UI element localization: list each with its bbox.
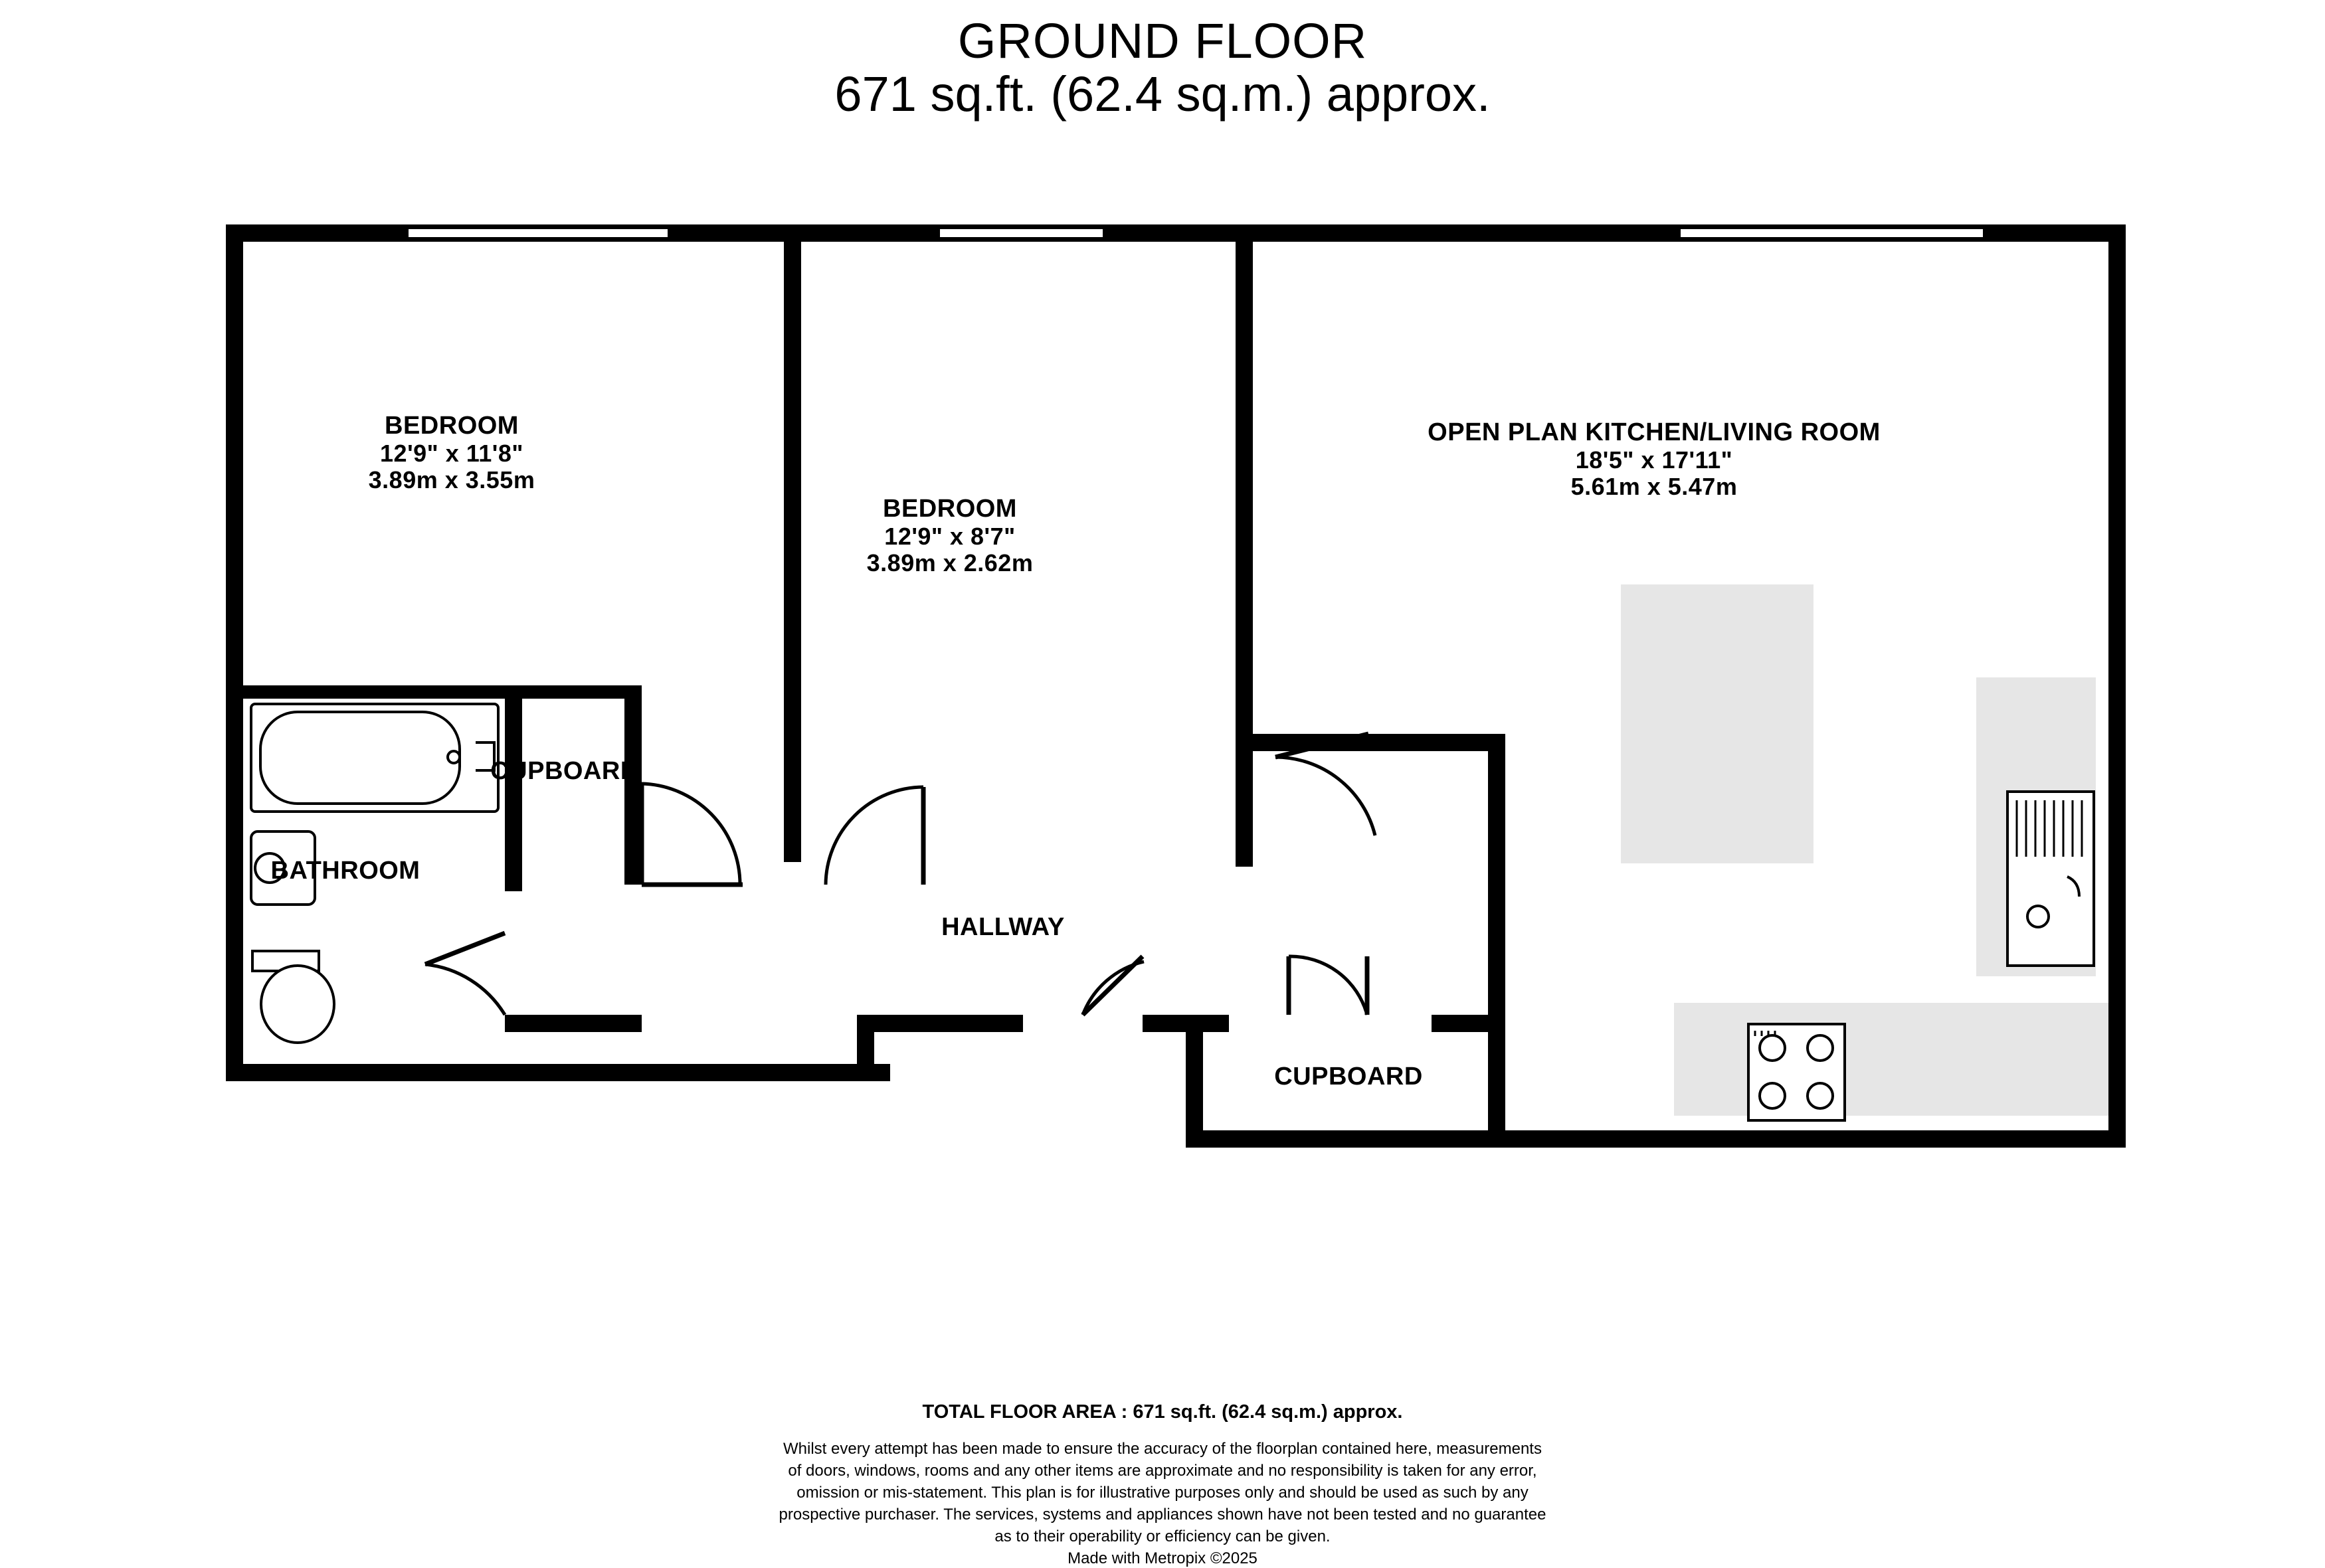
title-floor-name: GROUND FLOOR	[957, 13, 1368, 68]
hob-ring-4	[1808, 1083, 1833, 1108]
worktop-bottom	[1674, 1003, 2112, 1116]
hob-ring-1	[1760, 1035, 1785, 1061]
rug	[1621, 584, 1814, 863]
credit: Made with Metropix ©2025	[1068, 1549, 1257, 1567]
bathtub-inner	[260, 712, 460, 804]
hob-ring-2	[1808, 1035, 1833, 1061]
toilet-pan	[261, 966, 334, 1043]
room-dim-imperial: 18'5" x 17'11"	[1575, 446, 1733, 474]
room-dim-metric: 3.89m x 2.62m	[866, 549, 1034, 576]
disclaimer-line: as to their operability or efficiency can be given.	[994, 1527, 1331, 1546]
room-label-hallway	[857, 913, 1149, 942]
room-label-cupboard-2	[1189, 1063, 1508, 1091]
room-name: BEDROOM	[883, 495, 1017, 523]
room-dim-imperial: 12'9" x 8'7"	[884, 522, 1016, 550]
room-label-bedroom1	[272, 412, 631, 493]
room-dim-imperial: 12'9" x 11'8"	[380, 439, 523, 467]
room-label-kitchen-living	[1355, 418, 1953, 500]
room-name: CUPBOARD	[490, 757, 639, 785]
room-name: OPEN PLAN KITCHEN/LIVING ROOM	[1428, 418, 1881, 446]
disclaimer-line: of doors, windows, rooms and any other items are approximate and no responsibility is taken for any error,	[788, 1462, 1537, 1480]
disclaimer	[0, 1438, 2325, 1548]
footer	[0, 1401, 2325, 1568]
room-label-bathroom	[219, 857, 472, 885]
disclaimer-line: omission or mis-statement. This plan is for illustrative purposes only and should be used as such by any	[796, 1484, 1529, 1502]
room-dim-metric: 5.61m x 5.47m	[1570, 472, 1738, 500]
disclaimer-line: prospective purchaser. The services, systems and appliances shown have not been tested and no guarantee	[779, 1506, 1546, 1524]
hob-ring-3	[1760, 1083, 1785, 1108]
total-floor-area: TOTAL FLOOR AREA : 671 sq.ft. (62.4 sq.m.) approx.	[922, 1401, 1403, 1423]
room-name: CUPBOARD	[1274, 1063, 1423, 1090]
room-label-bedroom2	[771, 495, 1129, 576]
room-name: HALLWAY	[941, 913, 1065, 941]
title-floor-area: 671 sq.ft. (62.4 sq.m.) approx.	[834, 66, 1491, 122]
room-label-cupboard-1	[445, 757, 684, 786]
room-name: BATHROOM	[270, 857, 420, 885]
sink-plug	[2027, 906, 2049, 927]
internal-walls	[226, 224, 1511, 1148]
room-name: BEDROOM	[385, 412, 519, 440]
room-dim-metric: 3.89m x 3.55m	[368, 466, 535, 493]
disclaimer-line: Whilst every attempt has been made to ensure the accuracy of the floorplan contained here, measurements	[783, 1440, 1542, 1458]
